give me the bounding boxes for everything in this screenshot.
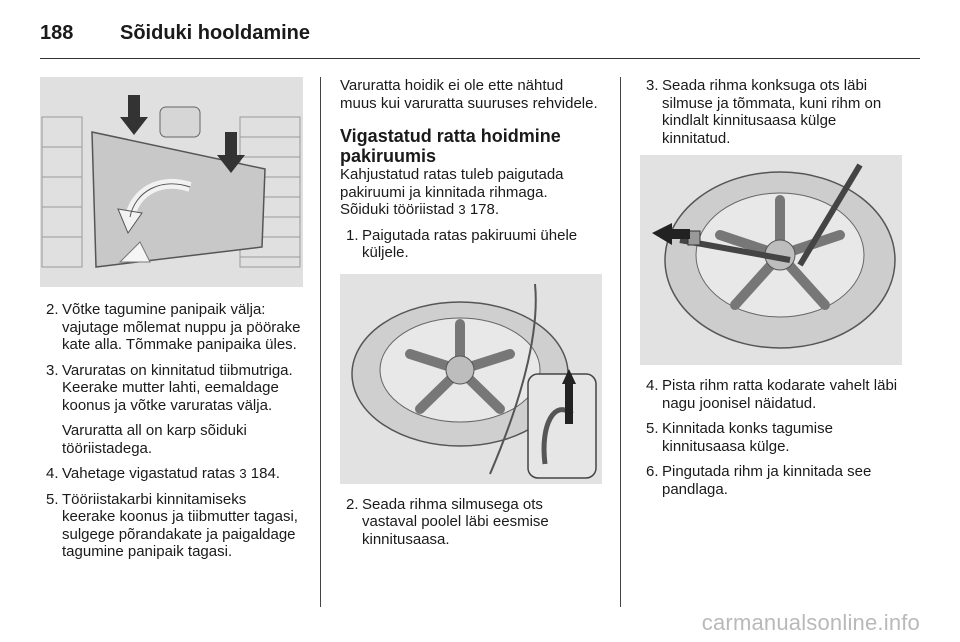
- step-number: 4.: [646, 377, 659, 394]
- page-ref-arrow-icon: 3: [239, 466, 247, 481]
- page-header: [40, 16, 310, 50]
- step-number: 3.: [46, 361, 59, 379]
- step-text: Seada rihma konksuga ots läbi silmuse ja tõmmata, kuni rihm on kindlalt kinnitusaasa külge kinnitatud.: [662, 77, 882, 147]
- section-heading: Vigastatud ratta hoidmine pakiruumis: [340, 126, 561, 166]
- body-paragraph: Kahjustatud ratas tuleb paigutada pakiruumi ja kinnitada rihmaga.: [340, 166, 564, 201]
- step-text: Kinnitada konks tagumise kinnitusaasa külge.: [662, 420, 833, 455]
- step-number: 2.: [346, 495, 359, 513]
- steps-list: [340, 227, 602, 262]
- steps-list: [40, 301, 303, 561]
- page-ref-arrow-icon: 3: [458, 202, 466, 217]
- list-item: [40, 362, 303, 458]
- column-3: [640, 77, 902, 498]
- step-text: Paigutada ratas pakiruumi ühele küljele.: [362, 226, 578, 261]
- step-number: 5.: [646, 420, 659, 437]
- steps-list: [640, 377, 902, 498]
- step-number: 5.: [46, 490, 59, 508]
- step-text: Vahetage vigastatud ratas: [62, 465, 236, 482]
- list-item: [640, 420, 902, 455]
- page-ref-link[interactable]: 184.: [250, 465, 280, 482]
- page-number: 188: [40, 21, 74, 44]
- column-divider: [320, 77, 321, 607]
- tools-reference: [340, 201, 602, 219]
- step-text: Võtke tagumine panipaik välja: vajutage mõlemat nuppu ja pöörake kate alla. Tõmmake panipaika üles.: [62, 301, 301, 353]
- step-number: 3.: [646, 77, 659, 94]
- page-ref-link[interactable]: 178.: [469, 201, 500, 218]
- column-1: [40, 77, 303, 561]
- step-number: 2.: [46, 301, 59, 318]
- page-title: Sõiduki hooldamine: [120, 21, 311, 44]
- step-note: Varuratta all on karp sõiduki tööriistadega.: [62, 422, 247, 457]
- list-item: [40, 301, 303, 354]
- header-rule: [40, 58, 920, 59]
- list-item: [640, 463, 902, 498]
- step-text: Pingutada rihm ja kinnitada see pandlaga.: [662, 463, 872, 498]
- list-item: [640, 377, 902, 412]
- steps-list: [640, 77, 902, 147]
- steps-list: [340, 496, 602, 549]
- step-text: Pista rihm ratta kodarate vahelt läbi nagu joonisel näidatud.: [662, 377, 898, 412]
- list-item: [340, 496, 602, 549]
- ref-text: Sõiduki tööriistad: [340, 201, 455, 218]
- column-divider: [620, 77, 621, 607]
- step-text: Varuratas on kinnitatud tiibmutriga. Keerake mutter lahti, eemaldage koonus ja võtke varuratas välja.: [62, 361, 293, 414]
- step-text: Seada rihma silmusega ots vastaval poolel läbi eesmise kinnitusaasa.: [362, 495, 549, 548]
- list-item: [40, 491, 303, 561]
- step-number: 6.: [646, 463, 659, 480]
- step-number: 1.: [346, 226, 359, 244]
- column-2: [340, 77, 602, 548]
- intro-paragraph: Varuratta hoidik ei ole ette nähtud muus kui varuratta suuruses rehvidele.: [340, 77, 598, 112]
- list-item: [340, 227, 602, 262]
- list-item: [640, 77, 902, 147]
- rear-storage-figure: [40, 77, 303, 287]
- watermark: carmanualsonline.info: [701, 610, 920, 635]
- step-text: Tööriistakarbi kinnitamiseks keerake koonus ja tiibmutter tagasi, sulgege põrandakate ja paigaldage tagumine panipaik tagasi.: [62, 490, 298, 560]
- list-item: [40, 465, 303, 483]
- strap-hook-figure: [640, 155, 902, 365]
- wheel-strap-figure: [340, 274, 602, 484]
- step-number: 4.: [46, 465, 59, 482]
